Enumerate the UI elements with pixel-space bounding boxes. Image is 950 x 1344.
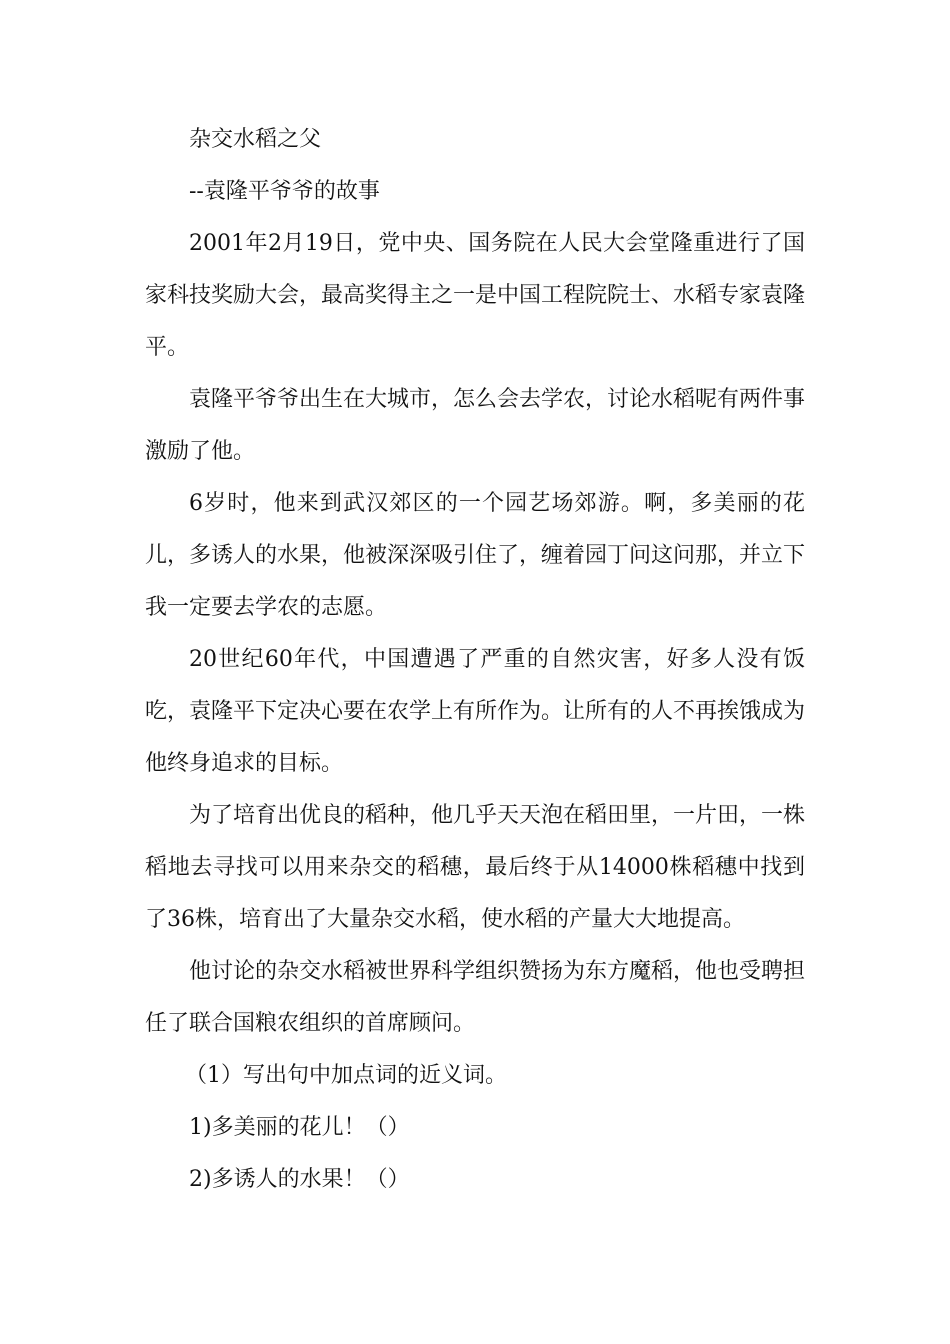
paragraph-2: 袁隆平爷爷出生在大城市，怎么会去学农，讨论水稻呢有两件事激励了他。 [145, 387, 806, 464]
paragraph-1: 2001年2月19日，党中央、国务院在人民大会堂隆重进行了国家科技奖励大会，最高奖得主之一是中国工程院院士、水稻专家袁隆平。 [145, 231, 806, 360]
question-item-2: 2)多诱人的水果！（） [189, 1167, 410, 1192]
paragraph-6: 他讨论的杂交水稻被世界科学组织赞扬为东方魔稻，他也受聘担任了联合国粮农组织的首席顾问。 [145, 959, 806, 1036]
document-body [145, 114, 805, 1206]
question-item-1: 1)多美丽的花儿！（） [189, 1115, 410, 1140]
paragraph-3: 6岁时，他来到武汉郊区的一个园艺场郊游。啊，多美丽的花儿，多诱人的水果，他被深深吸引住了，缠着园丁问这问那，并立下我一定要去学农的志愿。 [145, 491, 806, 620]
question-heading: （1）写出句中加点词的近义词。 [185, 1063, 507, 1088]
paragraph-5: 为了培育出优良的稻种，他几乎天天泡在稻田里，一片田，一株稻地去寻找可以用来杂交的稻穗，最后终于从14000株稻穗中找到了36株，培育出了大量杂交水稻，使水稻的产量大大地提高。 [145, 803, 806, 932]
document-title: 杂交水稻之父 [189, 127, 322, 152]
document-subtitle: --袁隆平爷爷的故事 [189, 179, 380, 204]
paragraph-4: 20世纪60年代，中国遭遇了严重的自然灾害，好多人没有饭吃，袁隆平下定决心要在农学上有所作为。让所有的人不再挨饿成为他终身追求的目标。 [145, 647, 806, 776]
